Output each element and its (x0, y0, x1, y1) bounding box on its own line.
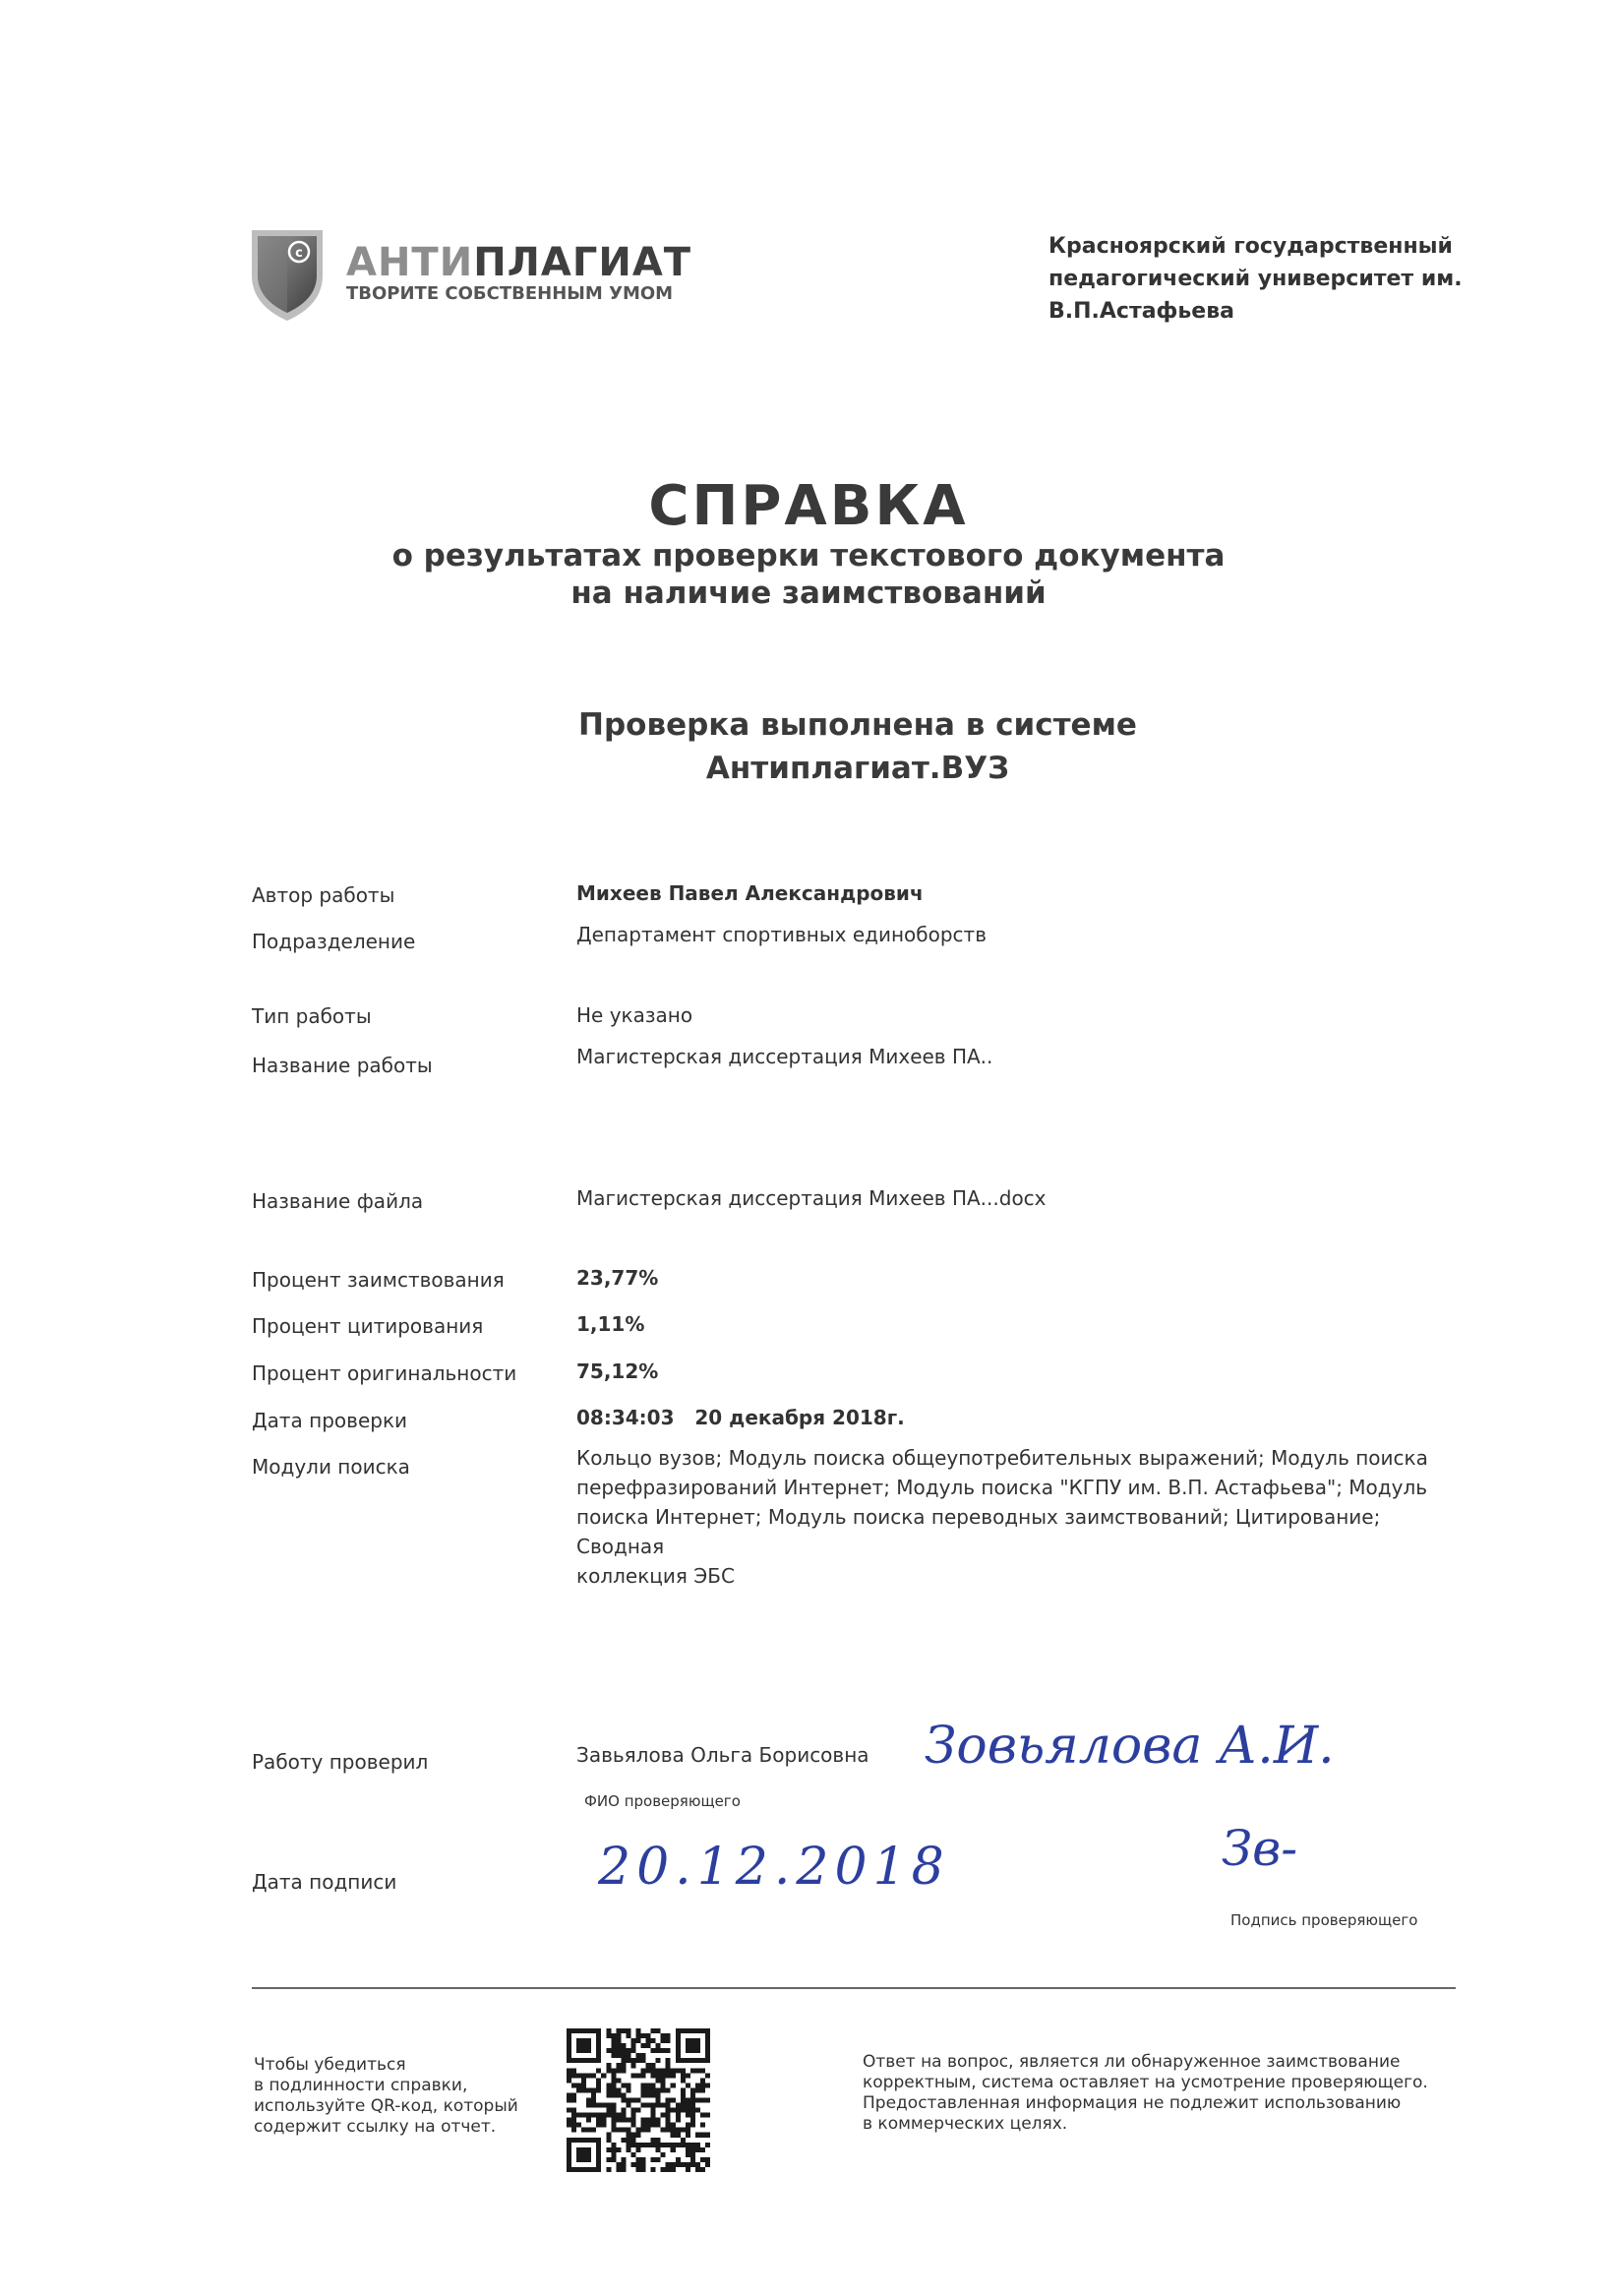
work-title-value: Магистерская диссертация Михеев ПА.. (576, 1045, 993, 1068)
modules-value (576, 1443, 1462, 1591)
system-line: Проверка выполнена в системе (578, 707, 1137, 743)
borrowing-value: 23,77% (576, 1266, 659, 1290)
footer-right-line: Ответ на вопрос, является ли обнаруженное заимствование (863, 2052, 1401, 2072)
logo-tagline: ТВОРИТЕ СОБСТВЕННЫМ УМОМ (346, 283, 674, 304)
author-label: Автор работы (252, 883, 395, 907)
modules-line: Кольцо вузов; Модуль поиска общеупотребительных выражений; Модуль поиска (576, 1446, 1428, 1470)
logo-text-plagiat: ПЛАГИАТ (473, 240, 692, 285)
footer-left-line: в подлинности справки, (254, 2076, 468, 2095)
footer-right-line: Предоставленная информация не подлежит использованию (863, 2093, 1402, 2113)
logo-wordmark (346, 240, 691, 285)
check-date-value: 08:34:03 20 декабря 2018г. (576, 1406, 905, 1429)
document-title: СПРАВКА (648, 474, 969, 538)
modules-line: поиска Интернет; Модуль поиска переводных заимствований; Цитирование; Сводная (576, 1505, 1381, 1558)
file-name-label: Название файла (252, 1189, 424, 1213)
sign-date-label: Дата подписи (252, 1870, 397, 1894)
work-type-value: Не указано (576, 1003, 693, 1027)
document-subtitle (0, 537, 1617, 612)
system-name: Антиплагиат.ВУЗ (705, 751, 1010, 786)
antiplagiat-logo (248, 224, 692, 332)
handwritten-signature: Зв- (1222, 1820, 1298, 1877)
footer-left-line: используйте QR-код, который (254, 2096, 518, 2116)
originality-label: Процент оригинальности (252, 1361, 517, 1385)
organization-line: В.П.Астафьева (1048, 299, 1234, 324)
modules-line: коллекция ЭБС (576, 1564, 735, 1588)
work-type-label: Тип работы (252, 1004, 372, 1028)
file-name-value: Магистерская диссертация Михеев ПА...docx (576, 1186, 1047, 1210)
citation-label: Процент цитирования (252, 1314, 484, 1338)
footer-right-line: в коммерческих целях. (863, 2114, 1068, 2134)
checked-by-label: Работу проверил (252, 1750, 429, 1774)
sign-caption: Подпись проверяющего (1230, 1911, 1418, 1929)
shield-copyright-icon (248, 224, 327, 323)
handwritten-date: 20.12.2018 (598, 1838, 950, 1897)
work-title-label: Название работы (252, 1054, 433, 1077)
footer-left-line: содержит ссылку на отчет. (254, 2117, 497, 2137)
footer-verify-note (254, 2055, 518, 2138)
handwritten-name: Зовьялова А.И. (925, 1717, 1335, 1776)
checker-caption: ФИО проверяющего (584, 1792, 741, 1810)
qr-code-icon (567, 2028, 710, 2172)
footer-left-line: Чтобы убедиться (254, 2055, 406, 2075)
check-date-label: Дата проверки (252, 1409, 408, 1432)
modules-line: перефразирований Интернет; Модуль поиска "КГПУ им. В.П. Астафьева"; Модуль (576, 1476, 1428, 1499)
checker-name: Завьялова Ольга Борисовна (576, 1743, 869, 1767)
footer-disclaimer (863, 2052, 1428, 2135)
department-label: Подразделение (252, 930, 416, 953)
system-info (0, 703, 1617, 790)
borrowing-label: Процент заимствования (252, 1268, 505, 1292)
citation-value: 1,11% (576, 1312, 645, 1336)
modules-label: Модули поиска (252, 1455, 410, 1479)
footer-right-line: корректным, система оставляет на усмотрение проверяющего. (863, 2073, 1428, 2092)
author-value: Михеев Павел Александрович (576, 881, 924, 905)
originality-value: 75,12% (576, 1359, 659, 1383)
subtitle-line: о результатах проверки текстового документа (391, 538, 1226, 574)
svg-text:c: c (295, 246, 303, 261)
organization-line: Красноярский государственный (1048, 234, 1453, 259)
department-value: Департамент спортивных единоборств (576, 923, 987, 946)
logo-text-anti: АНТИ (346, 240, 474, 285)
subtitle-line: на наличие заимствований (570, 575, 1047, 611)
organization-name (1048, 230, 1463, 328)
organization-line: педагогический университет им. (1048, 267, 1463, 291)
footer-divider (252, 1987, 1456, 1989)
